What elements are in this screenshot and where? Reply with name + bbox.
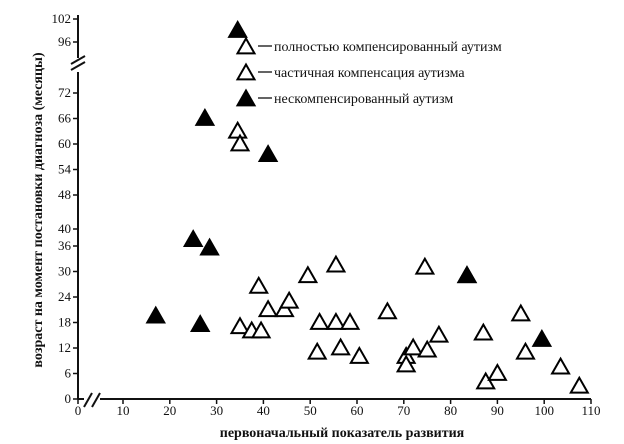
- y-tick-label: 30: [58, 263, 71, 279]
- x-tick-label: 80: [444, 403, 458, 418]
- y-tick-label: 18: [58, 314, 71, 330]
- data-point-open: [332, 340, 349, 355]
- y-tick-label: 54: [58, 161, 71, 177]
- x-axis-break-mark: [92, 393, 100, 407]
- data-point-open: [299, 267, 316, 282]
- x-axis-break-mark: [84, 393, 92, 407]
- data-point-open: [571, 378, 588, 393]
- data-point-open: [341, 314, 358, 329]
- y-axis-label: возраст на момент постановки диагноза (месяцы): [31, 52, 46, 368]
- x-tick-label: 40: [256, 403, 270, 418]
- x-tick-label: 0: [74, 403, 82, 418]
- x-tick-label: 110: [581, 403, 601, 418]
- data-point-open: [260, 301, 277, 316]
- y-tick-label: 72: [58, 85, 71, 100]
- y-tick-label: 36: [58, 238, 71, 253]
- data-point-filled: [458, 267, 475, 282]
- x-tick-label: 90: [490, 403, 504, 418]
- data-point-open: [351, 348, 368, 363]
- y-tick-label: 12: [58, 340, 71, 355]
- data-point-filled: [196, 110, 213, 125]
- legend-label: частичная компенсация аутизма: [274, 66, 465, 81]
- data-point-open: [416, 259, 433, 274]
- y-tick-label: 40: [58, 221, 71, 236]
- data-point-open: [327, 257, 344, 272]
- y-tick-label: 48: [58, 187, 71, 202]
- data-point-filled: [192, 316, 209, 331]
- y-tick-label: 102: [51, 11, 71, 26]
- x-tick-label: 50: [303, 403, 317, 418]
- data-point-open: [250, 278, 267, 293]
- data-point-open: [552, 359, 569, 374]
- data-point-filled: [260, 146, 277, 161]
- data-point-open: [229, 123, 246, 138]
- legend-marker-open: [238, 65, 255, 80]
- data-point-open: [489, 365, 506, 380]
- data-point-open: [405, 340, 422, 355]
- y-tick-label: 60: [58, 136, 71, 151]
- data-point-open: [419, 342, 436, 357]
- x-axis-label: первоначальный показатель развития: [219, 426, 465, 441]
- y-tick-label: 66: [58, 110, 71, 126]
- legend-label: нескомпенсированный аутизм: [274, 92, 454, 107]
- data-point-open: [281, 293, 298, 308]
- y-tick-label: 24: [58, 289, 71, 304]
- data-point-open: [311, 314, 328, 329]
- data-point-open: [517, 344, 534, 359]
- legend-marker-filled: [238, 91, 255, 106]
- x-tick-label: 70: [397, 403, 411, 418]
- data-point-filled: [201, 240, 218, 255]
- data-point-filled: [185, 231, 202, 246]
- x-tick-label: 30: [210, 403, 224, 418]
- x-tick-label: 20: [163, 403, 177, 418]
- data-point-open: [430, 327, 447, 342]
- legend: [238, 39, 502, 108]
- data-point-filled: [533, 331, 550, 346]
- legend-label: полностью компенсированный аутизм: [274, 40, 502, 55]
- y-tick-label: 0: [64, 391, 71, 406]
- y-tick-label: 96: [58, 34, 71, 49]
- data-point-filled: [229, 22, 246, 37]
- data-point-open: [475, 325, 492, 340]
- data-point-open: [379, 303, 396, 318]
- data-point-open: [309, 344, 326, 359]
- x-tick-label: 10: [116, 403, 130, 418]
- legend-marker-open: [238, 39, 255, 54]
- x-tick-label: 100: [534, 403, 554, 418]
- data-point-open: [512, 306, 529, 321]
- y-tick-label: 6: [64, 365, 71, 381]
- data-point-filled: [147, 308, 164, 323]
- x-tick-label: 60: [350, 403, 364, 418]
